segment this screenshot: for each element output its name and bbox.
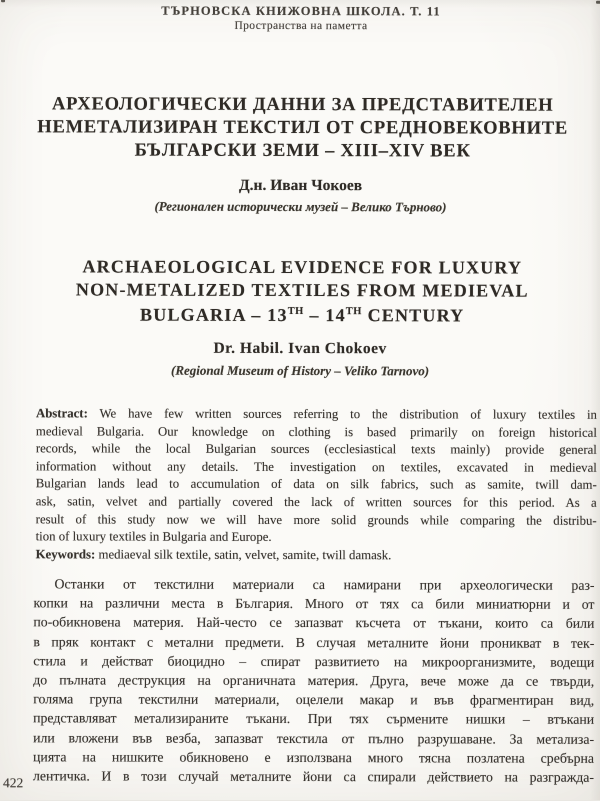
abstract-section	[36, 405, 597, 565]
title-en-line-2: NON-METALIZED TEXTILES FROM MEDIEVAL	[75, 278, 529, 301]
title-en-line3-post: CENTURY	[361, 305, 465, 326]
text-line: цията на нишките обикновено е използвана много тясна позлатена сребърна	[33, 749, 595, 766]
text-line: tion of luxury textiles in Bulgaria and Europe.	[35, 529, 272, 545]
text-line: result of this study now we will have more solid grounds while comparing the distribu-	[35, 511, 597, 528]
text-line: ask, satin, velvet and partially covered the lack of written sources for this period. As a	[35, 494, 597, 510]
text-line: стила и действат биоцидно – спират развитието на микроорганизмите, водещи	[33, 653, 595, 670]
text-line: в пряк контакт с метални предмети. В случая металните йони проникват в тек-	[33, 633, 595, 651]
text-line: копки на различни места в България. Много от тях са били миниатюрни и от	[33, 595, 595, 612]
title-en-line-3	[6, 300, 598, 327]
ordinal-superscript: TH	[287, 305, 304, 318]
abstract-label: Abstract:	[35, 406, 88, 421]
text-line: по-обикновена материя. Най-често се запазват късчета от тъкани, които са били	[33, 614, 595, 632]
body-first-line: Останки от текстилни материали са намирани при археологически раз-	[54, 576, 595, 593]
title-bg-line-2: НЕМЕТАЛИЗИРАН ТЕКСТИЛ ОТ СРЕДНОВЕКОВНИТЕ	[37, 117, 569, 139]
running-header	[1, 3, 600, 33]
keywords-text: mediaeval silk textile, satin, velvet, samite, twill damask.	[95, 547, 392, 562]
author-affiliation-bulgarian: (Регионален исторически музей – Велико Търново)	[154, 198, 447, 215]
abstract-lines	[36, 423, 597, 548]
text-line: лентичка. И в този случай металните йони са спирали действието на разгражда-	[32, 768, 595, 785]
scan-artifact	[596, 1, 600, 4]
ordinal-superscript: TH	[345, 306, 362, 318]
keywords-label: Keywords:	[35, 547, 96, 562]
text-line: records, while the local Bulgarian sources (ecclesiastical texts mainly) provide general	[35, 441, 597, 457]
abstract-first-line-text: We have few written sources referring to the distribution of luxury textiles in	[87, 406, 597, 422]
author-affiliation-english: (Regional Museum of History – Veliko Tarnovo)	[170, 362, 430, 379]
article-title-bulgarian	[7, 93, 599, 164]
text-line: представляват метализираните тъкани. При тях сърмените нишки – втъкани	[33, 710, 595, 728]
title-en-line-1: ARCHAEOLOGICAL EVIDENCE FOR LUXURY	[82, 256, 523, 278]
author-name-bulgarian: Д.н. Иван Чокоев	[239, 176, 363, 195]
author-name-english: Dr. Habil. Ivan Chokoev	[213, 339, 387, 358]
series-subtitle: Пространства на паметта	[234, 19, 368, 33]
text-line: information without any details. The investigation on textiles, excavated in medieval	[35, 459, 597, 475]
text-line: до пълната деструкция на органичната материя. Друга, вече може да се твърди,	[33, 672, 595, 689]
page-number: 422	[2, 775, 24, 791]
title-en-line3-mid: – 14	[303, 305, 346, 326]
body-paragraph	[33, 574, 595, 787]
title-bg-line-3: БЪЛГАРСКИ ЗЕМИ – XIII–XIV ВЕК	[134, 140, 471, 162]
text-line: medieval Bulgaria. Our knowledge on clothing is based primarily on foreign historical	[35, 423, 597, 440]
keywords-line	[36, 546, 597, 565]
article-title-english	[6, 255, 598, 327]
body-lines	[33, 594, 595, 787]
scan-artifact	[1, 0, 5, 2]
abstract-first-line	[36, 405, 597, 424]
title-bg-line-1: АРХЕОЛОГИЧЕСКИ ДАННИ ЗА ПРЕДСТАВИТЕЛЕН	[51, 94, 554, 116]
text-line: Bulgarian lands lead to accumulation of data on silk fabrics, such as samite, twill dam-	[35, 476, 597, 493]
series-title: ТЪРНОВСКА КНИЖОВНА ШКОЛА. Т. 11	[161, 3, 441, 19]
text-line: или вложени във везба, запазват текстила от пълно разрушаване. За метализа-	[33, 729, 595, 747]
title-en-line3-pre: BULGARIA – 13	[140, 304, 288, 325]
text-line: голяма група текстилни материали, оцелели макар и във фрагментиран вид,	[33, 691, 595, 708]
